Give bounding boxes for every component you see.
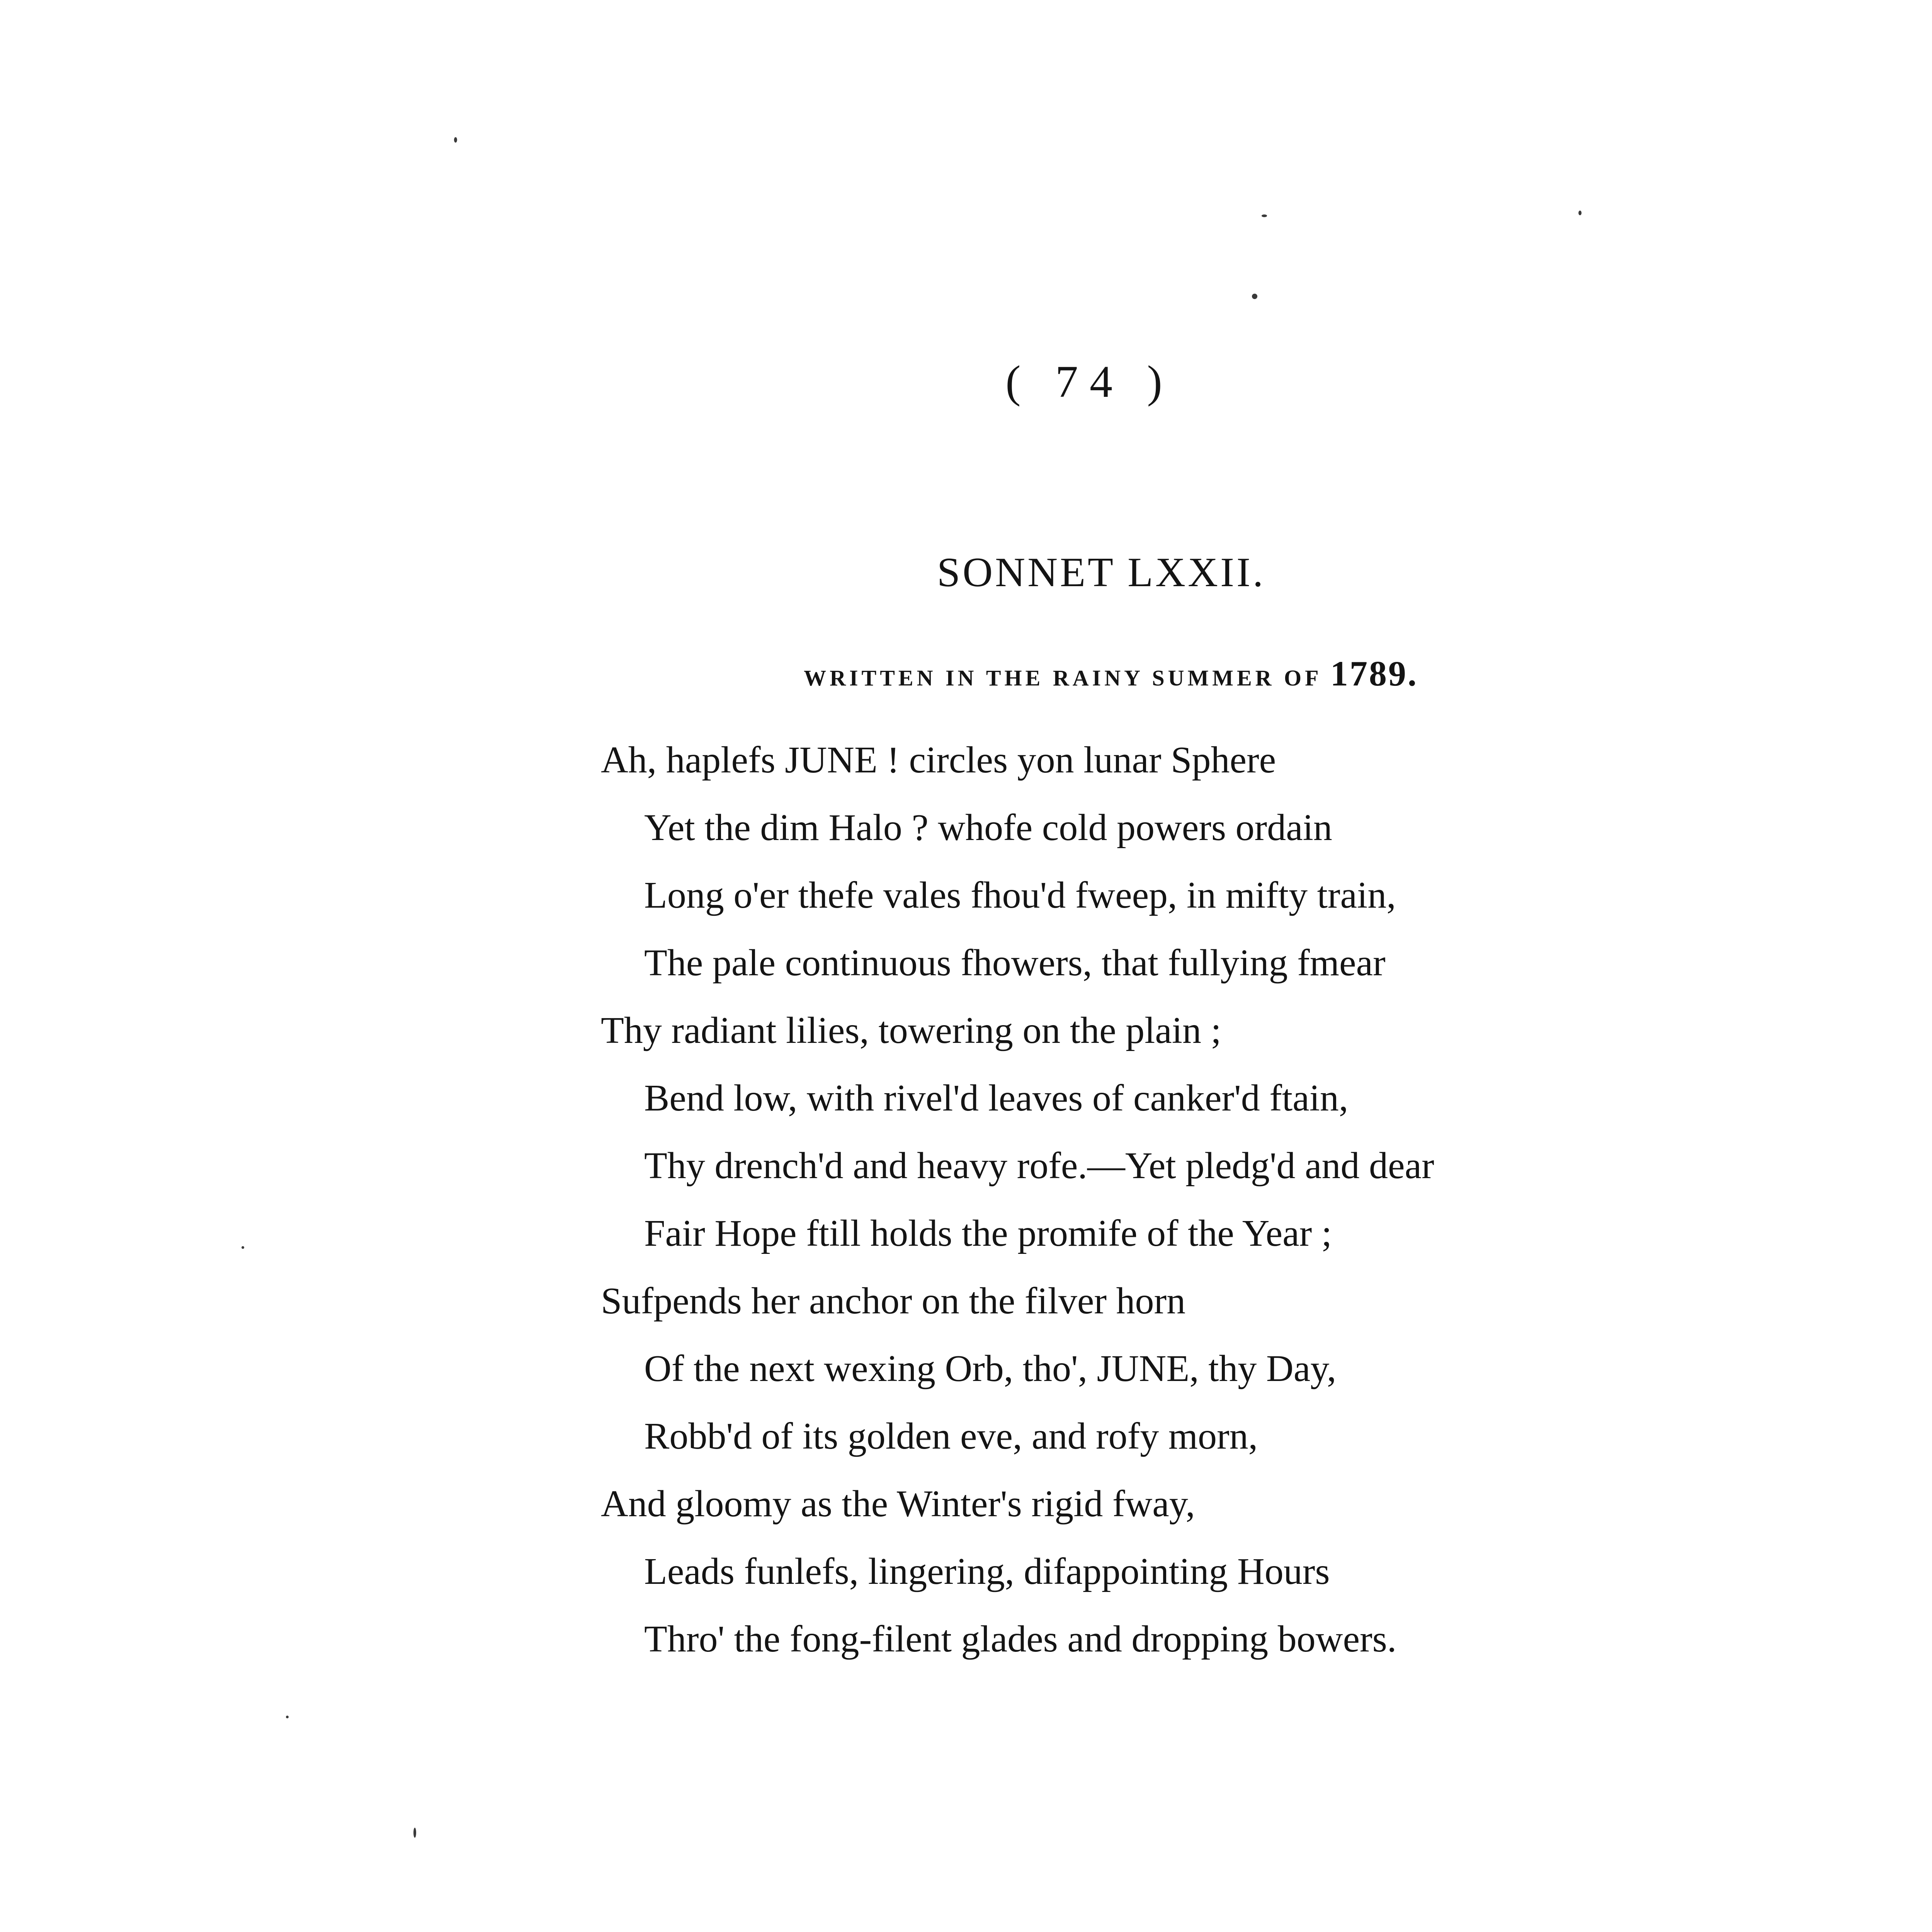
sonnet-title: SONNET LXXII. bbox=[937, 549, 1265, 595]
poem-line: The pale continuous fhowers, that fullying fmear bbox=[644, 942, 1386, 984]
poem-line: Leads funlefs, lingering, difappointing Hours bbox=[644, 1551, 1330, 1592]
poem-line: Sufpends her anchor on the filver horn bbox=[601, 1280, 1186, 1322]
poem-line: Robb'd of its golden eve, and rofy morn, bbox=[644, 1415, 1258, 1457]
subtitle-year: 1789. bbox=[1330, 654, 1418, 693]
poem-body bbox=[601, 726, 1644, 1673]
poem-line: And gloomy as the Winter's rigid fway, bbox=[601, 1483, 1195, 1525]
sonnet-subtitle bbox=[715, 653, 1507, 694]
poem-line: Fair Hope ftill holds the promife of the Year ; bbox=[644, 1213, 1332, 1254]
poem-line: Of the next wexing Orb, tho', JUNE, thy Day, bbox=[644, 1348, 1337, 1389]
poem-line: Long o'er thefe vales fhou'd fweep, in mifty train, bbox=[644, 874, 1396, 916]
scan-speck bbox=[242, 1246, 244, 1249]
poem-line: Thro' the fong-filent glades and dropping bowers. bbox=[644, 1618, 1397, 1660]
scan-speck bbox=[1262, 214, 1267, 217]
poem-line: Yet the dim Halo ? whofe cold powers ordain bbox=[644, 807, 1332, 849]
scan-speck bbox=[454, 137, 457, 143]
scan-speck bbox=[1578, 211, 1582, 215]
poem-line: Ah, haplefs JUNE ! circles yon lunar Sphere bbox=[601, 739, 1276, 781]
scan-speck bbox=[286, 1716, 289, 1718]
scan-speck bbox=[1252, 294, 1257, 299]
poem-line: Thy drench'd and heavy rofe.—Yet pledg'd and dear bbox=[644, 1145, 1434, 1187]
subtitle-text: WRITTEN IN THE RAINY SUMMER OF bbox=[804, 665, 1321, 690]
scan-speck bbox=[413, 1828, 416, 1838]
poem-line: Thy radiant lilies, towering on the plain ; bbox=[601, 1010, 1221, 1051]
poem-line: Bend low, with rivel'd leaves of canker'd ftain, bbox=[644, 1077, 1349, 1119]
page-number: ( 74 ) bbox=[1005, 356, 1174, 407]
